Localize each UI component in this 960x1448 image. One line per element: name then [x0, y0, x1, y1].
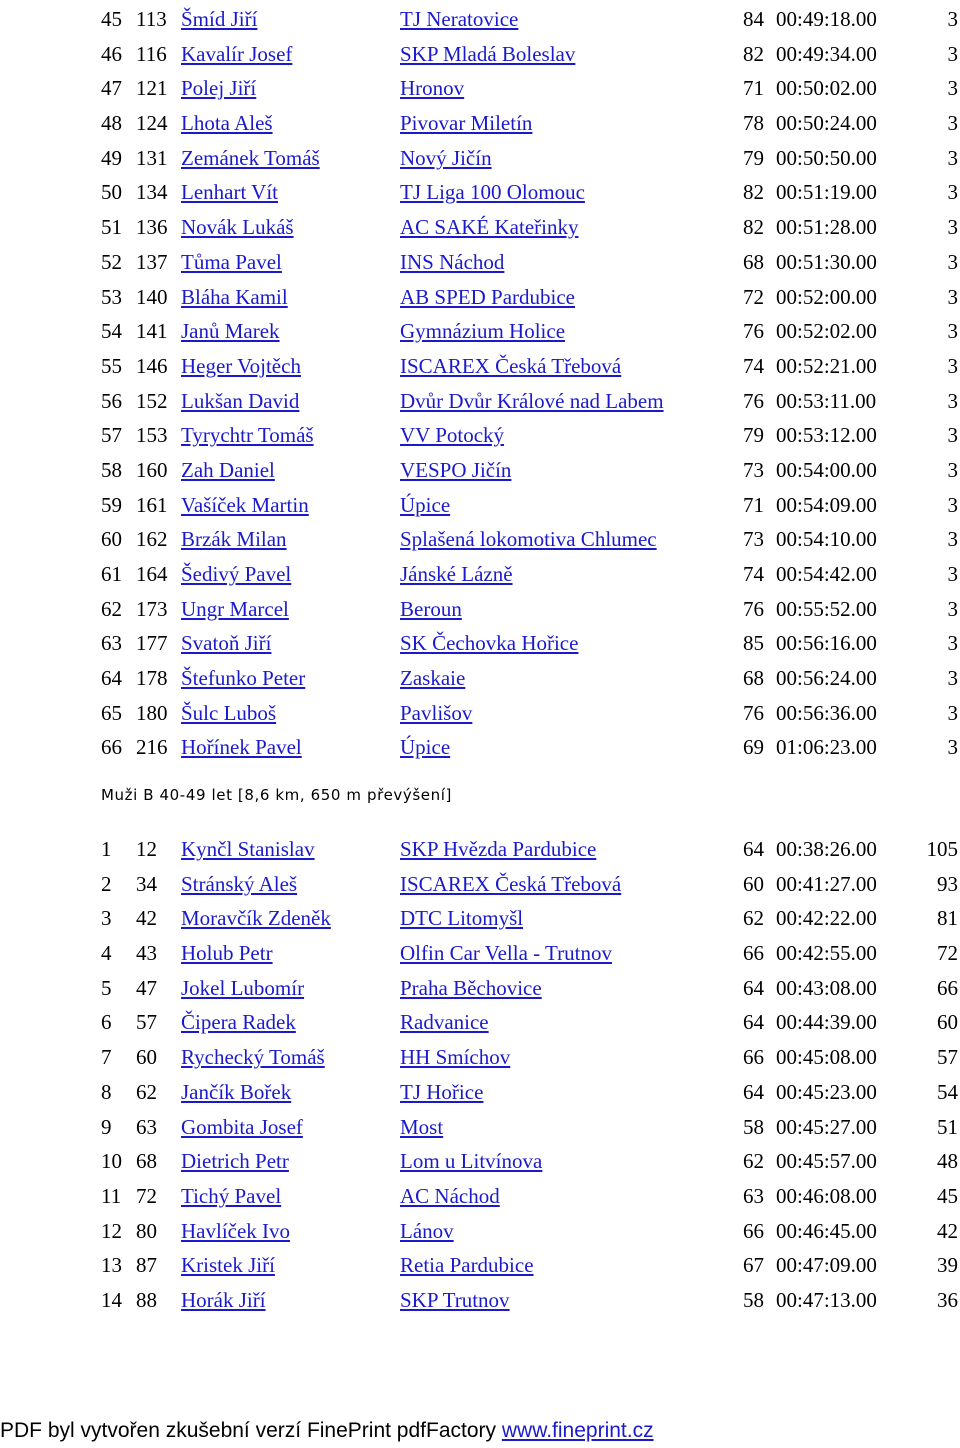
finish-time-cell: 00:52:02.00 — [776, 319, 877, 344]
bib-number-cell: 12 — [136, 837, 157, 861]
points-cell: 39 — [937, 1253, 958, 1278]
finish-time-cell: 00:53:11.00 — [776, 388, 877, 413]
runner-name-link[interactable]: Lukšan David — [181, 388, 300, 413]
table-row — [0, 71, 960, 106]
runner-name-link[interactable]: Šmíd Jiří — [181, 7, 258, 31]
table-row — [0, 245, 960, 280]
club-link[interactable]: SKP Mladá Boleslav — [400, 41, 576, 66]
runner-name-link[interactable]: Gombita Josef — [181, 1114, 303, 1139]
bib-number-cell: 87 — [136, 1253, 157, 1278]
finish-time-cell: 00:45:27.00 — [776, 1114, 877, 1139]
birth-year-cell: 63 — [743, 1183, 764, 1208]
table-row — [0, 1214, 960, 1249]
runner-name-link[interactable]: Šedivý Pavel — [181, 562, 292, 586]
finish-time-cell: 00:47:13.00 — [776, 1287, 877, 1312]
table-row — [0, 1075, 960, 1110]
birth-year-cell: 76 — [743, 388, 764, 413]
rank-cell: 13 — [101, 1253, 122, 1278]
bib-number-cell: 121 — [136, 76, 168, 101]
club-link[interactable]: Zaskaie — [400, 666, 466, 691]
rank-cell: 46 — [101, 41, 122, 66]
pdf-footer — [0, 1419, 654, 1443]
rank-cell: 7 — [101, 1045, 112, 1070]
finish-time-cell: 00:51:28.00 — [776, 215, 877, 240]
points-cell: 3 — [947, 492, 958, 517]
table-row — [0, 453, 960, 488]
rank-cell: 56 — [101, 388, 122, 413]
club-link[interactable]: SKP Hvězda Pardubice — [400, 837, 597, 861]
club-link[interactable]: TJ Neratovice — [400, 7, 519, 31]
bib-number-cell: 68 — [136, 1149, 157, 1174]
club-link[interactable]: ISCAREX Česká Třebová — [400, 353, 622, 378]
points-cell: 3 — [947, 7, 958, 31]
table-row — [0, 1179, 960, 1214]
points-cell: 66 — [937, 975, 958, 1000]
runner-name-link[interactable]: Dietrich Petr — [181, 1149, 289, 1174]
runner-name-link[interactable]: Šulc Luboš — [181, 700, 277, 725]
finish-time-cell: 00:50:50.00 — [776, 145, 877, 170]
birth-year-cell: 73 — [743, 527, 764, 552]
points-cell: 48 — [937, 1149, 958, 1174]
club-link[interactable]: Lom u Litvínova — [400, 1149, 543, 1174]
table-row — [0, 1005, 960, 1040]
finish-time-cell: 00:45:57.00 — [776, 1149, 877, 1174]
bib-number-cell: 72 — [136, 1183, 157, 1208]
rank-cell: 45 — [101, 7, 122, 31]
table-row — [0, 314, 960, 349]
finish-time-cell: 00:42:55.00 — [776, 941, 877, 966]
club-link[interactable]: AC SAKÉ Kateřinky — [400, 215, 579, 240]
points-cell: 57 — [937, 1045, 958, 1070]
birth-year-cell: 76 — [743, 319, 764, 344]
birth-year-cell: 64 — [743, 1079, 764, 1104]
bib-number-cell: 47 — [136, 975, 157, 1000]
bib-number-cell: 137 — [136, 249, 168, 274]
birth-year-cell: 60 — [743, 871, 764, 896]
table-row — [0, 1144, 960, 1179]
results-table-lower — [0, 832, 960, 1318]
club-link[interactable]: Most — [400, 1114, 444, 1139]
runner-name-link[interactable]: Zah Daniel — [181, 457, 275, 482]
rank-cell: 60 — [101, 527, 122, 552]
bib-number-cell: 178 — [136, 666, 168, 691]
birth-year-cell: 79 — [743, 145, 764, 170]
points-cell: 3 — [947, 700, 958, 725]
finish-time-cell: 00:52:21.00 — [776, 353, 877, 378]
finish-time-cell: 01:06:23.00 — [776, 735, 877, 760]
runner-name-link[interactable]: Štefunko Peter — [181, 666, 306, 691]
table-row — [0, 106, 960, 141]
birth-year-cell: 66 — [743, 1218, 764, 1243]
club-link[interactable]: TJ Hořice — [400, 1079, 484, 1104]
rank-cell: 11 — [101, 1183, 122, 1208]
rank-cell: 50 — [101, 180, 122, 205]
rank-cell: 5 — [101, 975, 112, 1000]
runner-name-link[interactable]: Heger Vojtěch — [181, 353, 301, 378]
runner-name-link[interactable]: Tichý Pavel — [181, 1183, 282, 1208]
rank-cell: 64 — [101, 666, 122, 691]
table-row — [0, 1110, 960, 1145]
rank-cell: 12 — [101, 1218, 122, 1243]
points-cell: 3 — [947, 596, 958, 621]
bib-number-cell: 62 — [136, 1079, 157, 1104]
table-row — [0, 1040, 960, 1075]
rank-cell: 49 — [101, 145, 122, 170]
bib-number-cell: 134 — [136, 180, 168, 205]
rank-cell: 4 — [101, 941, 112, 966]
table-row — [0, 1248, 960, 1283]
rank-cell: 57 — [101, 423, 122, 448]
points-cell: 51 — [937, 1114, 958, 1139]
bib-number-cell: 164 — [136, 562, 168, 586]
bib-number-cell: 43 — [136, 941, 157, 966]
runner-name-link[interactable]: Kristek Jiří — [181, 1253, 275, 1278]
points-cell: 3 — [947, 388, 958, 413]
points-cell: 54 — [937, 1079, 958, 1104]
rank-cell: 55 — [101, 353, 122, 378]
runner-name-link[interactable]: Jančík Bořek — [181, 1079, 292, 1104]
bib-number-cell: 216 — [136, 735, 168, 760]
points-cell: 3 — [947, 562, 958, 586]
points-cell: 45 — [937, 1183, 958, 1208]
points-cell: 105 — [926, 837, 958, 861]
points-cell: 81 — [937, 906, 958, 931]
birth-year-cell: 64 — [743, 837, 764, 861]
club-link[interactable]: Praha Běchovice — [400, 975, 542, 1000]
runner-name-link[interactable]: Stránský Aleš — [181, 871, 298, 896]
finish-time-cell: 00:47:09.00 — [776, 1253, 877, 1278]
club-link[interactable]: DTC Litomyšl — [400, 906, 524, 931]
runner-name-link[interactable]: Bláha Kamil — [181, 284, 288, 309]
bib-number-cell: 80 — [136, 1218, 157, 1243]
bib-number-cell: 116 — [136, 41, 167, 66]
runner-name-link[interactable]: Holub Petr — [181, 941, 273, 966]
runner-name-link[interactable]: Jokel Lubomír — [181, 975, 305, 1000]
bib-number-cell: 140 — [136, 284, 168, 309]
birth-year-cell: 76 — [743, 596, 764, 621]
points-cell: 3 — [947, 735, 958, 760]
table-row — [0, 730, 960, 765]
bib-number-cell: 60 — [136, 1045, 157, 1070]
points-cell: 3 — [947, 666, 958, 691]
points-cell: 3 — [947, 457, 958, 482]
runner-name-link[interactable]: Horák Jiří — [181, 1287, 266, 1312]
birth-year-cell: 64 — [743, 1010, 764, 1035]
finish-time-cell: 00:42:22.00 — [776, 906, 877, 931]
birth-year-cell: 66 — [743, 941, 764, 966]
table-row — [0, 280, 960, 315]
birth-year-cell: 69 — [743, 735, 764, 760]
birth-year-cell: 62 — [743, 1149, 764, 1174]
runner-name-link[interactable]: Lhota Aleš — [181, 111, 273, 136]
bib-number-cell: 180 — [136, 700, 168, 725]
points-cell: 3 — [947, 111, 958, 136]
table-row — [0, 522, 960, 557]
club-link[interactable]: AC Náchod — [400, 1183, 500, 1208]
rank-cell: 58 — [101, 457, 122, 482]
rank-cell: 3 — [101, 906, 112, 931]
runner-name-link[interactable]: Ungr Marcel — [181, 596, 289, 621]
rank-cell: 54 — [101, 319, 122, 344]
runner-name-link[interactable]: Hořínek Pavel — [181, 735, 302, 760]
finish-time-cell: 00:50:24.00 — [776, 111, 877, 136]
runner-name-link[interactable]: Tůma Pavel — [181, 249, 282, 274]
birth-year-cell: 85 — [743, 631, 764, 656]
bib-number-cell: 161 — [136, 492, 168, 517]
birth-year-cell: 74 — [743, 353, 764, 378]
finish-time-cell: 00:54:09.00 — [776, 492, 877, 517]
table-row — [0, 175, 960, 210]
runner-name-link[interactable]: Čipera Radek — [181, 1010, 296, 1035]
club-link[interactable]: Pivovar Miletín — [400, 111, 533, 136]
table-row — [0, 488, 960, 523]
bib-number-cell: 177 — [136, 631, 168, 656]
rank-cell: 9 — [101, 1114, 112, 1139]
table-row — [0, 557, 960, 592]
table-row — [0, 626, 960, 661]
rank-cell: 2 — [101, 871, 112, 896]
table-row — [0, 2, 960, 37]
runner-name-link[interactable]: Lenhart Vít — [181, 180, 279, 205]
runner-name-link[interactable]: Havlíček Ivo — [181, 1218, 291, 1243]
finish-time-cell: 00:54:00.00 — [776, 457, 877, 482]
table-row — [0, 696, 960, 731]
finish-time-cell: 00:52:00.00 — [776, 284, 877, 309]
category-heading: Muži B 40-49 let [8,6 km, 650 m převýšení] — [101, 786, 452, 804]
birth-year-cell: 82 — [743, 41, 764, 66]
birth-year-cell: 66 — [743, 1045, 764, 1070]
table-row — [0, 661, 960, 696]
points-cell: 3 — [947, 249, 958, 274]
birth-year-cell: 71 — [743, 492, 764, 517]
table-row — [0, 936, 960, 971]
club-link[interactable]: Dvůr Dvůr Králové nad Labem — [400, 388, 664, 413]
club-link[interactable]: Hronov — [400, 76, 465, 101]
rank-cell: 51 — [101, 215, 122, 240]
runner-name-link[interactable]: Kavalír Josef — [181, 41, 293, 66]
rank-cell: 14 — [101, 1287, 122, 1312]
finish-time-cell: 00:53:12.00 — [776, 423, 877, 448]
club-link[interactable]: SK Čechovka Hořice — [400, 631, 579, 656]
points-cell: 3 — [947, 180, 958, 205]
runner-name-link[interactable]: Novák Lukáš — [181, 215, 294, 240]
points-cell: 36 — [937, 1287, 958, 1312]
rank-cell: 6 — [101, 1010, 112, 1035]
birth-year-cell: 68 — [743, 666, 764, 691]
table-row — [0, 349, 960, 384]
table-row — [0, 1283, 960, 1318]
club-link[interactable]: TJ Liga 100 Olomouc — [400, 180, 585, 205]
rank-cell: 53 — [101, 284, 122, 309]
rank-cell: 66 — [101, 735, 122, 760]
bib-number-cell: 136 — [136, 215, 168, 240]
finish-time-cell: 00:38:26.00 — [776, 837, 877, 861]
rank-cell: 47 — [101, 76, 122, 101]
club-link[interactable]: ISCAREX Česká Třebová — [400, 871, 622, 896]
club-link[interactable]: VESPO Jičín — [400, 457, 512, 482]
table-row — [0, 832, 960, 867]
birth-year-cell: 79 — [743, 423, 764, 448]
bib-number-cell: 124 — [136, 111, 168, 136]
rank-cell: 1 — [101, 837, 112, 861]
club-link[interactable]: Nový Jičín — [400, 145, 492, 170]
club-link[interactable]: Úpice — [400, 735, 451, 760]
finish-time-cell: 00:56:16.00 — [776, 631, 877, 656]
rank-cell: 10 — [101, 1149, 122, 1174]
birth-year-cell: 82 — [743, 215, 764, 240]
points-cell: 72 — [937, 941, 958, 966]
finish-time-cell: 00:51:19.00 — [776, 180, 877, 205]
bib-number-cell: 153 — [136, 423, 168, 448]
birth-year-cell: 84 — [743, 7, 764, 31]
rank-cell: 62 — [101, 596, 122, 621]
bib-number-cell: 34 — [136, 871, 157, 896]
club-link[interactable]: Splašená lokomotiva Chlumec — [400, 527, 657, 552]
finish-time-cell: 00:46:08.00 — [776, 1183, 877, 1208]
rank-cell: 61 — [101, 562, 122, 586]
table-row — [0, 141, 960, 176]
bib-number-cell: 152 — [136, 388, 168, 413]
birth-year-cell: 73 — [743, 457, 764, 482]
rank-cell: 52 — [101, 249, 122, 274]
results-table-upper — [0, 2, 960, 765]
birth-year-cell: 67 — [743, 1253, 764, 1278]
bib-number-cell: 57 — [136, 1010, 157, 1035]
birth-year-cell: 62 — [743, 906, 764, 931]
birth-year-cell: 58 — [743, 1114, 764, 1139]
points-cell: 3 — [947, 353, 958, 378]
points-cell: 3 — [947, 319, 958, 344]
table-row — [0, 901, 960, 936]
club-link[interactable]: AB SPED Pardubice — [400, 284, 575, 309]
club-link[interactable]: INS Náchod — [400, 249, 505, 274]
runner-name-link[interactable]: Polej Jiří — [181, 76, 257, 101]
birth-year-cell: 64 — [743, 975, 764, 1000]
finish-time-cell: 00:56:36.00 — [776, 700, 877, 725]
footer-link[interactable]: www.fineprint.cz — [501, 1419, 654, 1442]
club-link[interactable]: SKP Trutnov — [400, 1287, 510, 1312]
birth-year-cell: 58 — [743, 1287, 764, 1312]
birth-year-cell: 82 — [743, 180, 764, 205]
finish-time-cell: 00:55:52.00 — [776, 596, 877, 621]
points-cell: 3 — [947, 41, 958, 66]
birth-year-cell: 68 — [743, 249, 764, 274]
table-row — [0, 971, 960, 1006]
runner-name-link[interactable]: Zemánek Tomáš — [181, 145, 320, 170]
bib-number-cell: 173 — [136, 596, 168, 621]
club-link[interactable]: Gymnázium Holice — [400, 319, 566, 344]
table-row — [0, 418, 960, 453]
bib-number-cell: 146 — [136, 353, 168, 378]
birth-year-cell: 72 — [743, 284, 764, 309]
runner-name-link[interactable]: Kynčl Stanislav — [181, 837, 315, 861]
runner-name-link[interactable]: Moravčík Zdeněk — [181, 906, 331, 931]
finish-time-cell: 00:43:08.00 — [776, 975, 877, 1000]
finish-time-cell: 00:41:27.00 — [776, 871, 877, 896]
table-row — [0, 210, 960, 245]
club-link[interactable]: Úpice — [400, 492, 451, 517]
finish-time-cell: 00:49:18.00 — [776, 7, 877, 31]
points-cell: 3 — [947, 423, 958, 448]
footer-text: PDF byl vytvořen zkušební verzí FinePrint pdfFactory — [0, 1419, 497, 1442]
runner-name-link[interactable]: Rychecký Tomáš — [181, 1045, 325, 1070]
club-link[interactable]: VV Potocký — [400, 423, 505, 448]
points-cell: 93 — [937, 871, 958, 896]
points-cell: 60 — [937, 1010, 958, 1035]
rank-cell: 8 — [101, 1079, 112, 1104]
finish-time-cell: 00:51:30.00 — [776, 249, 877, 274]
birth-year-cell: 71 — [743, 76, 764, 101]
rank-cell: 48 — [101, 111, 122, 136]
runner-name-link[interactable]: Vašíček Martin — [181, 492, 309, 517]
finish-time-cell: 00:56:24.00 — [776, 666, 877, 691]
birth-year-cell: 78 — [743, 111, 764, 136]
club-link[interactable]: Radvanice — [400, 1010, 489, 1035]
club-link[interactable]: Jánské Lázně — [400, 562, 513, 586]
runner-name-link[interactable]: Janů Marek — [181, 319, 280, 344]
points-cell: 3 — [947, 145, 958, 170]
birth-year-cell: 76 — [743, 700, 764, 725]
bib-number-cell: 88 — [136, 1287, 157, 1312]
bib-number-cell: 63 — [136, 1114, 157, 1139]
points-cell: 3 — [947, 631, 958, 656]
bib-number-cell: 42 — [136, 906, 157, 931]
club-link[interactable]: Retia Pardubice — [400, 1253, 534, 1278]
points-cell: 42 — [937, 1218, 958, 1243]
finish-time-cell: 00:45:23.00 — [776, 1079, 877, 1104]
club-link[interactable]: Lánov — [400, 1218, 454, 1243]
club-link[interactable]: Beroun — [400, 596, 462, 621]
bib-number-cell: 160 — [136, 457, 168, 482]
rank-cell: 65 — [101, 700, 122, 725]
finish-time-cell: 00:50:02.00 — [776, 76, 877, 101]
finish-time-cell: 00:49:34.00 — [776, 41, 877, 66]
finish-time-cell: 00:54:10.00 — [776, 527, 877, 552]
table-row — [0, 384, 960, 419]
bib-number-cell: 113 — [136, 7, 167, 31]
club-link[interactable]: Olfin Car Vella - Trutnov — [400, 941, 612, 966]
runner-name-link[interactable]: Svatoň Jiří — [181, 631, 272, 656]
finish-time-cell: 00:46:45.00 — [776, 1218, 877, 1243]
bib-number-cell: 162 — [136, 527, 168, 552]
runner-name-link[interactable]: Brzák Milan — [181, 527, 287, 552]
table-row — [0, 37, 960, 72]
table-row — [0, 592, 960, 627]
table-row — [0, 867, 960, 902]
finish-time-cell: 00:44:39.00 — [776, 1010, 877, 1035]
finish-time-cell: 00:54:42.00 — [776, 562, 877, 586]
points-cell: 3 — [947, 284, 958, 309]
club-link[interactable]: HH Smíchov — [400, 1045, 511, 1070]
birth-year-cell: 74 — [743, 562, 764, 586]
bib-number-cell: 131 — [136, 145, 168, 170]
rank-cell: 63 — [101, 631, 122, 656]
runner-name-link[interactable]: Tyrychtr Tomáš — [181, 423, 314, 448]
finish-time-cell: 00:45:08.00 — [776, 1045, 877, 1070]
points-cell: 3 — [947, 76, 958, 101]
points-cell: 3 — [947, 527, 958, 552]
club-link[interactable]: Pavlišov — [400, 700, 473, 725]
bib-number-cell: 141 — [136, 319, 168, 344]
rank-cell: 59 — [101, 492, 122, 517]
points-cell: 3 — [947, 215, 958, 240]
